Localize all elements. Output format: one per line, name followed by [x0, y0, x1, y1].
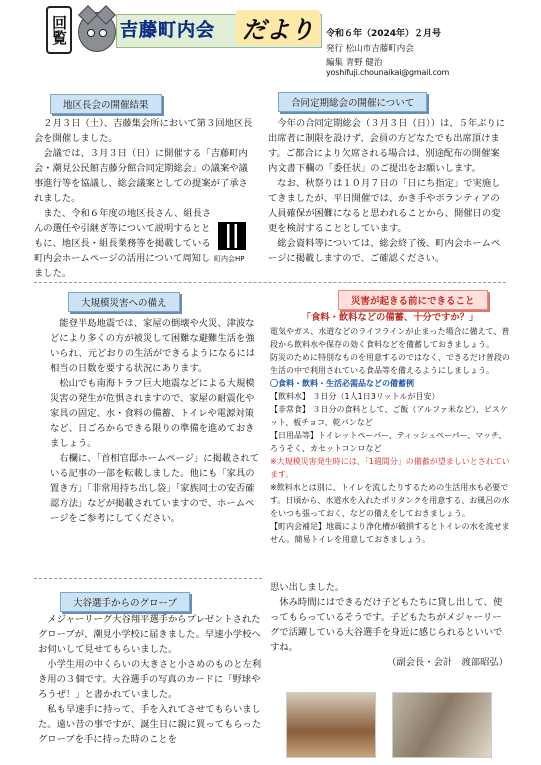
- paragraph: 今年の合同定期総会（３月３日（日））は、５年ぶりに出席者に制限を設けず、会員の方どなたでも出席頂けます。ご都合により欠席される場合は、別途配布の開催案内文書下欄の「委任状」のご提出をお願いします。: [268, 118, 506, 174]
- prepare-article: [270, 310, 510, 546]
- paragraph: 総会資料等については、総会終了後、町内会ホームページに掲載しますので、ご確認ください。: [268, 238, 501, 264]
- paragraph: 松山でも南海トラフ巨大地震などによる大規模災害の発生が危惧されますので、家屋の耐震化や家具の固定、水・食料の備蓄、トイレや電源対策など、日ごろからできる限りの準備を進めておきましょう。: [50, 378, 255, 449]
- glove-article: [38, 612, 262, 747]
- kairan-badge: 回覧: [46, 6, 72, 54]
- section-heading-district: 地区長会の開催結果: [50, 94, 162, 114]
- section-heading-general-meeting: 合同定期総会の開催について: [278, 92, 427, 112]
- qr-label: 町内会HP: [214, 255, 245, 263]
- issue-date: 令和６年（2024年）２月号: [326, 29, 442, 39]
- note: 【町内会補足】地震により浄化槽が破損するとトイレの水を流せません。簡易トイレを用意しておきましょう。: [270, 522, 510, 544]
- section-heading-disaster: 大規模災害への備え: [68, 292, 180, 312]
- mascot-icon: [78, 12, 116, 52]
- paragraph: 小学生用の中くらいの大きさと小さめのものと左利き用の３個です。大谷選手の写真のカードに「野球やろうぜ！」と書かれていました。: [38, 659, 262, 700]
- divider: [34, 282, 506, 283]
- credit: （副会長・会計 渡部昭弘）: [387, 657, 508, 668]
- glove-article-continued: [270, 580, 508, 670]
- qr-code[interactable]: [218, 222, 246, 250]
- divider: [34, 578, 262, 579]
- list-item: 【非常食】 ３日分の食料として、ご飯（アルファ米など）、ビスケット、板チョコ、乾パンなど: [270, 405, 508, 427]
- paragraph: ２月３日（土）、吉藤集会所において第３回地区長会を開催しました。: [34, 118, 253, 144]
- email: yoshifuji.chounaikai@gmail.com: [326, 68, 450, 77]
- paragraph: 会議では、３月３日（日）に開催する「吉藤町内会・潮見公民館吉藤分館合同定期総会」の議案や議事進行等を協議し、総会議案としての提案が了承されました。: [34, 148, 248, 204]
- paragraph: なお、秋祭りは１０月７日の「日にち指定」で実施してきましたが、平日開催では、かき手やボランティアの人員確保が困難になると思われることから、開催日の変更を検討することとしています。: [268, 178, 501, 234]
- section-heading-glove: 大谷選手からのグローブ: [60, 592, 190, 612]
- paragraph: 電気やガス、水道などのライフラインが止まった場合に備えて、普段から飲料水や保存の効く食料などを備蓄しておきましょう。: [270, 327, 510, 349]
- disaster-article: [50, 316, 262, 526]
- list-title: 〇食料・飲料・生活必需品などの備蓄例: [270, 379, 414, 388]
- paragraph: 休み時間にはできるだけ子どもたちに貸し出して、使ってもらっているそうです。子どもたちがメジャーリーグで活躍している大谷選手を身近に感じられるといいですね。: [270, 597, 503, 653]
- note: ※飲料水とは別に、トイレを流したりするための生活用水も必要です。日頃から、水道水を入れたポリタンクを用意する、お風呂の水をいつも張っておく、などの備えをしておきましょう。: [270, 483, 510, 518]
- paragraph: 思い出しました。: [270, 582, 345, 593]
- paragraph: 私も早速手に持って、手を入れてさせてもらいました。遠い昔の事ですが、誕生日に親に買ってもらったグローブを手に持った時のことを: [38, 704, 262, 745]
- general-meeting-article: [268, 116, 506, 266]
- paragraph: 防災のために特別なものを用意するのではなく、できるだけ普段の生活の中で利用されている食品等を備えるようにしましょう。: [270, 353, 510, 375]
- newsletter-title-suffix: だより: [236, 10, 320, 45]
- section-heading-prepare: 災害が起きる前にできること: [338, 290, 488, 310]
- publisher: 発行 松山市吉藤町内会: [326, 44, 414, 54]
- glove-photo: [286, 692, 376, 758]
- person-photo: [392, 692, 492, 758]
- note: ※大規模災害発生時には、「1週間分」の備蓄が望ましいとされています。: [270, 457, 510, 479]
- newsletter-title: 吉藤町内会: [120, 20, 215, 41]
- list-item: 【日用品等】トイレットペーパー、ティッシュペーパー、マッチ、ろうそく、カセットコンロなど: [270, 431, 507, 453]
- paragraph: また、令和６年度の地区長さん、組長さんの選任や引継ぎ等について説明するとともに、地区長・組長業務等を掲載している町内会ホームページの活用について周知しました。: [34, 208, 212, 279]
- paragraph: 右欄に、「首相官邸ホームページ」に掲載されている記事の一部を転載しました。他にも「家具の置き方」「非常用持ち出し袋」「家族同士の安否確認方法」などが掲載されていますので、ホームページをご参考にしてください。: [50, 453, 259, 524]
- editor: 編集 青野 健治: [326, 58, 383, 68]
- paragraph: メジャーリーグ大谷翔平選手からプレゼントされたグローブが、潮見小学校に届きました。早速小学校へお伺いして見せてもらいました。: [38, 614, 261, 655]
- subheading: 「食料・飲料などの備蓄、十分ですか？」: [301, 312, 479, 323]
- list-item: 【飲料水】 ３日分（1人1日3リットルが目安）: [270, 392, 440, 401]
- paragraph: 能登半島地震では、家屋の倒壊や火災、津波などにより多くの方が被災して困難な避難生活を強いられ、元どおりの生活ができるようになるには相当の日数を要する状況にあります。: [50, 318, 256, 374]
